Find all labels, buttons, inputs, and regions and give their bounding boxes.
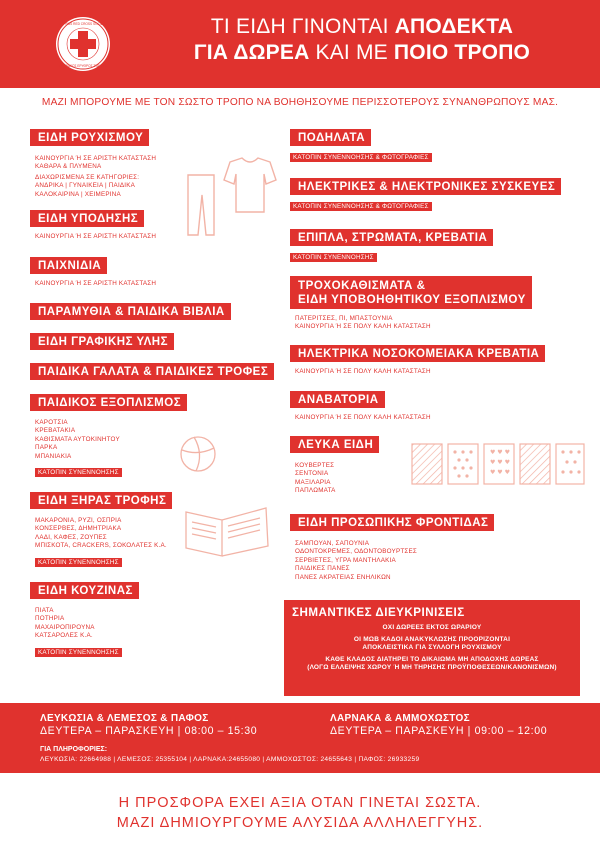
list-item: ΠΑΤΕΡΙΤΣΕΣ, ΠΙ, ΜΠΑΣΤΟΥΝΙΑ <box>295 315 393 322</box>
section-title: ΕΙΔΗ ΡΟΥΧΙΣΜΟΥ <box>30 129 149 146</box>
title-line2-bold1: ΓΙΑ ΔΩΡΕΑ <box>193 41 310 64</box>
title-line2-bold2: ΠΟΙΟ ΤΡΟΠΟ <box>393 41 531 64</box>
svg-text:♥ ♥ ♥: ♥ ♥ ♥ <box>490 469 510 476</box>
branch-hours: ΔΕΥΤΕΡΑ – ΠΑΡΑΣΚΕΥΗ | 08:00 – 15:30 <box>40 725 258 737</box>
section-dry-food <box>30 491 172 569</box>
slogan <box>0 793 600 833</box>
ball-icon <box>178 434 218 474</box>
open-book-icon <box>182 498 272 560</box>
list-item: ΚΑΘΙΣΜΑΤΑ ΑΥΤΟΚΙΝΗΤΟΥ <box>35 435 120 443</box>
list-item: ΜΑΧΑΙΡΟΠΙΡΟΥΝΑ <box>35 623 95 631</box>
list-item: ΜΑΞΙΛΑΡΙΑ <box>295 478 331 486</box>
section-title <box>290 276 532 309</box>
section-title: ΠΑΙΔΙΚΟΣ ΕΞΟΠΛΙΣΜΟΣ <box>30 394 187 411</box>
list-item: ΚΑΙΝΟΥΡΓΙΑ Ή ΣΕ ΑΡΙΣΤΗ ΚΑΤΑΣΤΑΣΗ <box>35 280 157 287</box>
red-cross-logo <box>56 17 110 71</box>
list-item: ΚΟΥΒΕΡΤΕΣ <box>295 462 335 469</box>
condition-tag: ΚΑΤΟΠΙΝ ΣΥΝΕΝΝΟΗΣΗΣ <box>35 468 122 477</box>
svg-text:♥ ♥ ♥: ♥ ♥ ♥ <box>490 449 510 456</box>
list-item: ΚΑΙΝΟΥΡΓΙΑ Ή ΣΕ ΠΟΛΥ ΚΑΛΗ ΚΑΤΑΣΤΑΣΗ <box>295 323 431 331</box>
list-item: ΣΕΡΒΙΕΤΕΣ, ΥΓΡΑ ΜΑΝΤΗΛΑΚΙΑ <box>295 556 396 564</box>
title-line2-normal: ΚΑΙ ΜΕ <box>309 41 394 64</box>
condition-tag: ΚΑΤΟΠΙΝ ΣΥΝΕΝΝΟΗΣΗΣ <box>290 253 377 262</box>
section-milk <box>30 362 274 380</box>
section-electric <box>290 177 561 213</box>
section-title-line1: ΤΡΟΧΟΚΑΘΙΣΜΑΤΑ & <box>298 279 426 292</box>
section-title: ΕΙΔΗ ΠΡΟΣΩΠΙΚΗΣ ΦΡΟΝΤΙΔΑΣ <box>290 514 494 531</box>
list-item: ΚΑΤΣΑΡΟΛΕΣ Κ.Α. <box>35 632 93 640</box>
section-title: ΕΙΔΗ ΓΡΑΦΙΚΗΣ ΥΛΗΣ <box>30 333 174 350</box>
list-item: ΠΑΠΛΩΜΑΤΑ <box>295 487 336 495</box>
important-title: ΣΗΜΑΝΤΙΚΕΣ ΔΙΕΥΚΡΙΝΙΣΕΙΣ <box>292 606 465 619</box>
list-item: ΠΟΤΗΡΙΑ <box>35 615 65 623</box>
condition-tag: ΚΑΤΟΠΙΝ ΣΥΝΕΝΝΟΗΣΗΣ <box>35 558 122 567</box>
important-line: ΟΧΙ ΔΩΡΕΕΣ ΕΚΤΟΣ ΩΡΑΡΙΟΥ <box>382 624 482 631</box>
list-item: ΠΑΡΚΑ <box>35 444 58 452</box>
section-hospital-beds <box>290 344 545 376</box>
branch-hours: ΔΕΥΤΕΡΑ – ΠΑΡΑΣΚΕΥΗ | 09:00 – 12:00 <box>330 725 548 737</box>
condition-tag: ΚΑΤΟΠΙΝ ΣΥΝΕΝΝΟΗΣΗΣ & ΦΩΤΟΓΡΑΦΙΕΣ <box>290 153 432 162</box>
list-item: ΣΕΝΤΟΝΙΑ <box>295 470 329 478</box>
list-item: ΚΑΙΝΟΥΡΓΙΑ Ή ΣΕ ΠΟΛΥ ΚΑΛΗ ΚΑΤΑΣΤΑΣΗ <box>295 414 431 421</box>
section-clothes <box>30 128 156 199</box>
list-item: ΜΑΚΑΡΟΝΙΑ, ΡΥΖΙ, ΟΣΠΡΙΑ <box>35 517 122 524</box>
list-item: ΛΑΔΙ, ΚΑΦΕΣ, ΖΟΥΠΕΣ <box>35 533 107 541</box>
title-line1-bold: ΑΠΟΔΕΚΤΑ <box>394 15 514 38</box>
section-title: ΗΛΕΚΤΡΙΚΕΣ & ΗΛΕΚΤΡΟΝΙΚΕΣ ΣΥΣΚΕΥΕΣ <box>290 178 561 195</box>
linens-illustration-icon <box>410 440 586 490</box>
section-personal-care <box>290 513 494 582</box>
section-title: ΕΙΔΗ ΥΠΟΔΗΣΗΣ <box>30 210 144 227</box>
list-item: ΠΑΝΕΣ ΑΚΡΑΤΕΙΑΣ ΕΝΗΛΙΚΩΝ <box>295 573 391 581</box>
section-title-line2: ΕΙΔΗ ΥΠΟΒΟΗΘΗΤΙΚΟΥ ΕΞΟΠΛΙΣΜΟΥ <box>298 293 526 306</box>
title-line1-normal: ΤΙ ΕΙΔΗ ΓΙΝΟΝΤΑΙ <box>210 15 395 38</box>
svg-text:CYPRUS RED CROSS SOCIETY: CYPRUS RED CROSS SOCIETY <box>59 22 107 26</box>
section-title: ΑΝΑΒΑΤΟΡΙΑ <box>290 391 385 408</box>
section-books <box>30 302 231 320</box>
section-shoes <box>30 209 156 241</box>
important-line: ΟΙ ΜΩΒ ΚΑΔΟΙ ΑΝΑΚΥΚΛΩΣΗΣ ΠΡΟΟΡΙΖΟΝΤΑΙ <box>353 636 511 643</box>
clothes-illustration-icon <box>180 150 280 240</box>
section-linens <box>290 435 379 496</box>
list-item: ΚΑΛΟΚΑΙΡΙΝΑ | ΧΕΙΜΕΡΙΝΑ <box>35 190 121 198</box>
page-title <box>132 14 592 66</box>
info-label: ΓΙΑ ΠΛΗΡΟΦΟΡΙΕΣ: <box>40 746 108 753</box>
important-notes-box <box>284 600 580 696</box>
section-title: ΕΠΙΠΛΑ, ΣΤΡΩΜΑΤΑ, ΚΡΕΒΑΤΙΑ <box>290 229 493 246</box>
list-item: ΚΑΡΟΤΣΙΑ <box>35 419 68 426</box>
section-title: ΠΟΔΗΛΑΤΑ <box>290 129 371 146</box>
section-stationery <box>30 332 174 350</box>
section-kids-equipment <box>30 393 187 479</box>
list-item: ΔΙΑΧΩΡΙΣΜΕΝΑ ΣΕ ΚΑΤΗΓΟΡΙΕΣ: <box>35 173 140 181</box>
list-item: ΜΠΙΣΚΟΤΑ, CRACKERS, ΣΟΚΟΛΑΤΕΣ Κ.Α. <box>35 542 167 550</box>
branch-city: ΛΕΥΚΩΣΙΑ & ΛΕΜΕΣΟΣ & ΠΑΦΟΣ <box>40 713 209 724</box>
list-item: ΚΑΙΝΟΥΡΓΙΑ Ή ΣΕ ΑΡΙΣΤΗ ΚΑΤΑΣΤΑΣΗ <box>35 233 157 240</box>
important-line: (ΛΟΓΩ ΕΛΛΕΙΨΗΣ ΧΩΡΟΥ Ή ΜΗ ΤΗΡΗΣΗΣ ΠΡΟΫΠΟΘΕΣΕΩΝ/ΚΑΝΟΝΙΣΜΩΝ) <box>307 664 557 671</box>
list-item: ΟΔΟΝΤΟΚΡΕΜΕΣ, ΟΔΟΝΤΟΒΟΥΡΤΣΕΣ <box>295 548 417 556</box>
section-title: ΕΙΔΗ ΞΗΡΑΣ ΤΡΟΦΗΣ <box>30 492 172 509</box>
section-title: ΛΕΥΚΑ ΕΙΔΗ <box>290 436 379 453</box>
list-item: ΚΟΝΣΕΡΒΕΣ, ΔΗΜΗΤΡΙΑΚΑ <box>35 525 122 533</box>
list-item: ΜΠΑΝΙΑΚΙΑ <box>35 452 72 460</box>
list-item: ΚΑΘΑΡΑ & ΠΛΥΜΕΝΑ <box>35 163 102 171</box>
list-item: ΚΑΙΝΟΥΡΓΙΑ Ή ΣΕ ΑΡΙΣΤΗ ΚΑΤΑΣΤΑΣΗ <box>35 155 157 162</box>
condition-tag: ΚΑΤΟΠΙΝ ΣΥΝΕΝΝΟΗΣΗΣ & ΦΩΤΟΓΡΑΦΙΕΣ <box>290 202 432 211</box>
header-banner <box>0 0 600 88</box>
list-item: ΠΑΙΔΙΚΕΣ ΠΑΝΕΣ <box>295 565 350 573</box>
section-lifts <box>290 390 431 422</box>
branch-city: ΛΑΡΝΑΚΑ & ΑΜΜΟΧΩΣΤΟΣ <box>330 713 470 724</box>
section-kitchen <box>30 581 139 659</box>
list-item: ΚΑΙΝΟΥΡΓΙΑ Ή ΣΕ ΠΟΛΥ ΚΑΛΗ ΚΑΤΑΣΤΑΣΗ <box>295 368 431 375</box>
list-item: ΣΑΜΠΟΥΑΝ, ΣΑΠΟΥΝΙΑ <box>295 540 370 547</box>
phone-numbers: ΛΕΥΚΩΣΙΑ: 22664988 | ΛΕΜΕΣΟΣ: 25355104 | ΛΑΡΝΑΚΑ:24655080 | ΑΜΜΟΧΩΣΤΟΣ: 24655643 | ΠΑΦΟΣ: 26933259 <box>40 756 420 763</box>
important-line: ΑΠΟΚΛΕΙΣΤΙΚΑ ΓΙΑ ΣΥΛΛΟΓΗ ΡΟΥΧΙΣΜΟΥ <box>362 644 502 651</box>
section-title: ΠΑΡΑΜΥΘΙΑ & ΠΑΙΔΙΚΑ ΒΙΒΛΙΑ <box>30 303 231 320</box>
list-item: ΑΝΔΡΙΚΑ | ΓΥΝΑΙΚΕΙΑ | ΠΑΙΔΙΚΑ <box>35 182 136 190</box>
list-item: ΠΙΑΤΑ <box>35 607 54 614</box>
section-title: ΕΙΔΗ ΚΟΥΖΙΝΑΣ <box>30 582 139 599</box>
important-line: ΚΑΘΕ ΚΛΑΔΟΣ ΔΙΑΤΗΡΕΙ ΤΟ ΔΙΚΑΙΩΜΑ ΜΗ ΑΠΟΔΟΧΗΣ ΔΩΡΕΑΣ <box>325 656 539 663</box>
section-toys <box>30 256 156 288</box>
section-title: ΠΑΙΧΝΙΔΙΑ <box>30 257 107 274</box>
condition-tag: ΚΑΤΟΠΙΝ ΣΥΝΕΝΝΟΗΣΗΣ <box>35 648 122 657</box>
section-wheelchairs <box>290 276 532 332</box>
subtitle: ΜΑΖΙ ΜΠΟΡΟΥΜΕ ΜΕ ΤΟΝ ΣΩΣΤΟ ΤΡΟΠΟ ΝΑ ΒΟΗΘΗΣΟΥΜΕ ΠΕΡΙΣΣΟΤΕΡΟΥΣ ΣΥΝΑΝΘΡΩΠΟΥΣ ΜΑΣ. <box>41 97 559 108</box>
svg-text:♥ ♥ ♥: ♥ ♥ ♥ <box>490 459 510 466</box>
section-title: ΠΑΙΔΙΚΑ ΓΑΛΑΤΑ & ΠΑΙΔΙΚΕΣ ΤΡΟΦΕΣ <box>30 363 274 380</box>
section-bikes <box>290 128 432 164</box>
section-furniture <box>290 228 493 264</box>
slogan-line: ΜΑΖΙ ΔΗΜΙΟΥΡΓΟΥΜΕ ΑΛΥΣΙΔΑ ΑΛΛΗΛΕΓΓΥΗΣ. <box>116 815 484 831</box>
section-title: ΗΛΕΚΤΡΙΚΑ ΝΟΣΟΚΟΜΕΙΑΚΑ ΚΡΕΒΑΤΙΑ <box>290 345 545 362</box>
slogan-line: Η ΠΡΟΣΦΟΡΑ ΕΧΕΙ ΑΞΙΑ ΟΤΑΝ ΓΙΝΕΤΑΙ ΣΩΣΤΑ. <box>118 795 482 811</box>
footer-hours-banner <box>0 703 600 773</box>
list-item: ΚΡΕΒΑΤΑΚΙΑ <box>35 427 76 435</box>
svg-text:ΚΥΠΡΙΑΚΟΣ ΕΡΥΘΡΟΣ ΣΤΑΥΡΟΣ: ΚΥΠΡΙΑΚΟΣ ΕΡΥΘΡΟΣ ΣΤΑΥΡΟΣ <box>58 64 108 68</box>
